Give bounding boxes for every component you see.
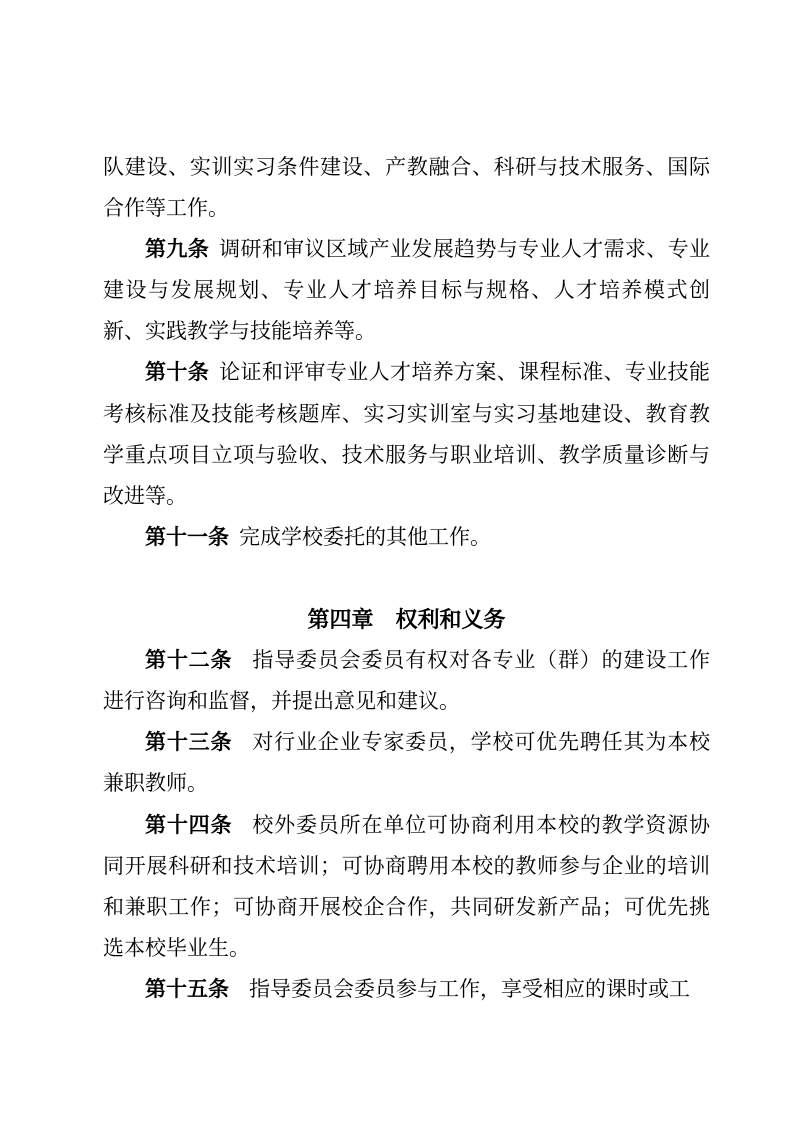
article-12-paragraph bbox=[103, 640, 710, 722]
article-number: 第十一条 bbox=[145, 524, 229, 549]
paragraph-text: 指导委员会委员有权对各专业（群）的建设工作进行咨询和监督，并提出意见和建议。 bbox=[103, 648, 711, 714]
chapter-heading: 第四章 权利和义务 bbox=[307, 607, 506, 633]
article-11-paragraph bbox=[103, 517, 710, 558]
article-number: 第九条 bbox=[145, 237, 210, 262]
article-13-paragraph bbox=[103, 722, 710, 804]
paragraph-text: 完成学校委托的其他工作。 bbox=[239, 524, 491, 549]
article-9-paragraph bbox=[103, 229, 710, 352]
article-number: 第十五条 bbox=[145, 976, 229, 1001]
article-15-paragraph bbox=[103, 969, 710, 1010]
document-content bbox=[103, 147, 710, 1010]
article-10-paragraph bbox=[103, 352, 710, 516]
paragraph-continuation bbox=[103, 147, 710, 229]
paragraph-text: 指导委员会委员参与工作，享受相应的课时或工 bbox=[249, 976, 690, 1001]
paragraph-text: 对行业企业专家委员，学校可优先聘任其为本校兼职教师。 bbox=[103, 730, 711, 796]
paragraph-text: 论证和评审专业人才培养方案、课程标准、专业技能考核标准及技能考核题库、实习实训室与实习基地建设、教育教学重点项目立项与验收、技术服务与职业培训、教学质量诊断与改进等。 bbox=[103, 360, 711, 508]
paragraph-text: 调研和审议区域产业发展趋势与专业人才需求、专业建设与发展规划、专业人才培养目标与规格、人才培养模式创新、实践教学与技能培养等。 bbox=[103, 237, 711, 344]
article-number: 第十三条 bbox=[145, 730, 233, 755]
article-14-paragraph bbox=[103, 805, 710, 969]
article-number: 第十二条 bbox=[145, 648, 233, 673]
article-number: 第十四条 bbox=[145, 812, 233, 837]
paragraph-text: 队建设、实训实习条件建设、产教融合、科研与技术服务、国际合作等工作。 bbox=[103, 155, 710, 221]
article-number: 第十条 bbox=[145, 360, 210, 385]
paragraph-text: 校外委员所在单位可协商利用本校的教学资源协同开展科研和技术培训；可协商聘用本校的教师参与企业的培训和兼职工作；可协商开展校企合作，共同研发新产品；可优先挑选本校毕业生。 bbox=[103, 812, 711, 960]
